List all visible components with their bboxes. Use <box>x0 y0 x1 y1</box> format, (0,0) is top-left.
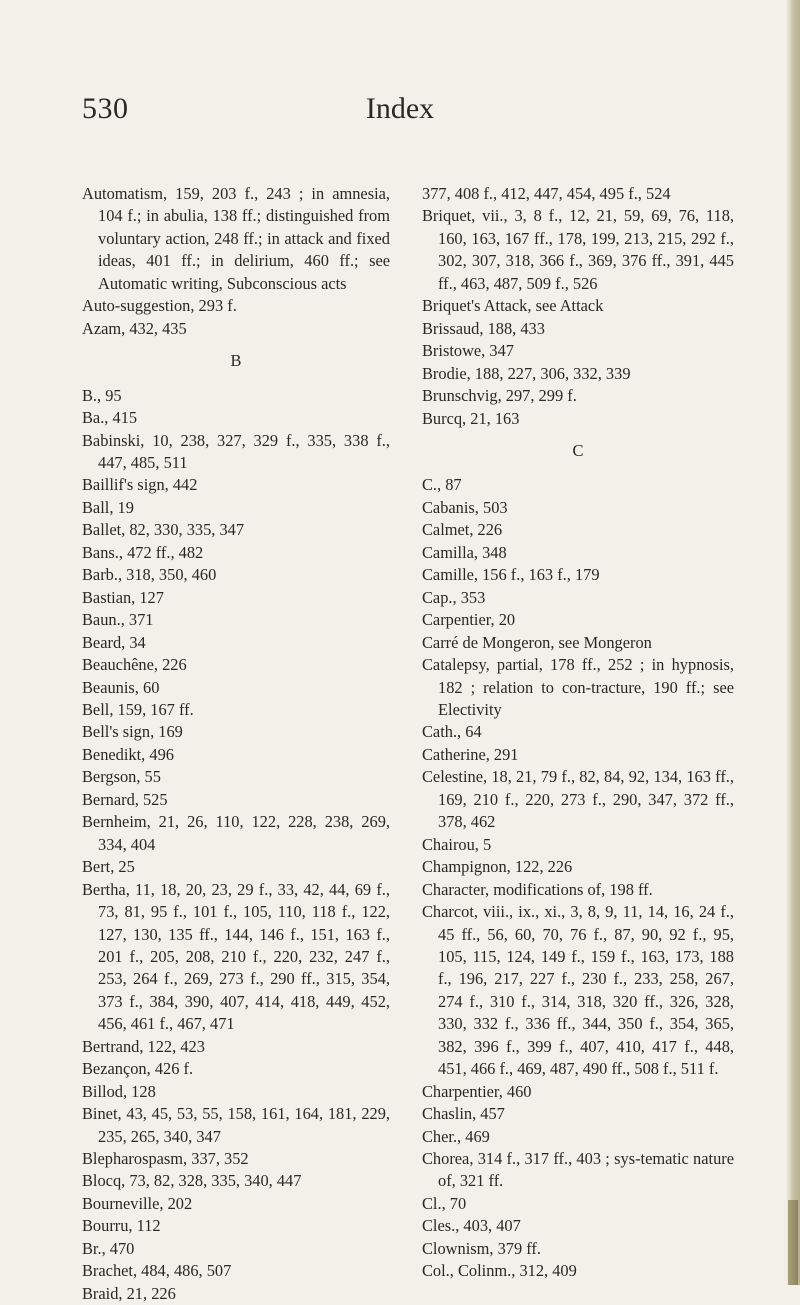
index-entry: Binet, 43, 45, 53, 55, 158, 161, 164, 181, 229, 235, 265, 340, 347 <box>82 1104 390 1146</box>
index-entry: C., 87 <box>422 475 462 495</box>
index-entry: Calmet, 226 <box>422 520 503 540</box>
index-entry: Burcq, 21, 163 <box>422 408 520 428</box>
index-entry: Camilla, 348 <box>422 542 507 562</box>
index-entry: Bernard, 525 <box>82 789 168 809</box>
page-header <box>0 92 800 132</box>
index-entry: Catherine, 291 <box>422 744 519 764</box>
index-entry: Carré de Mongeron, see Mongeron <box>422 632 652 652</box>
index-entry: Ba., 415 <box>82 408 138 428</box>
index-entry: Bergson, 55 <box>82 767 161 787</box>
index-entry: Blepharospasm, 337, 352 <box>82 1149 249 1169</box>
index-entry: Bertha, 11, 18, 20, 23, 29 f., 33, 42, 44, 69 f., 73, 81, 95 f., 101 f., 105, 110, 118 f., 122, 127, 130, 135 ff., 144, 146 f., 151, 163 f., 201 f., 205, 208, 210 f., 220, 232, 247 f., 253, 264 f., 269, 273 f., 290 ff., 315, 354, 373 f., 384, 390, 407, 414, 418, 449, 452, 456, 461 f., 467, 471 <box>82 879 390 1034</box>
right-column <box>422 183 734 1283</box>
index-entry: Bristowe, 347 <box>422 341 514 361</box>
index-entry: Col., Colinm., 312, 409 <box>422 1261 577 1281</box>
index-entry: Baun., 371 <box>82 610 154 630</box>
index-entry: Bell, 159, 167 ff. <box>82 699 194 719</box>
index-entry: Bernheim, 21, 26, 110, 122, 228, 238, 269, 334, 404 <box>82 812 390 854</box>
index-entry: Azam, 432, 435 <box>82 318 187 338</box>
index-entry: Brodie, 188, 227, 306, 332, 339 <box>422 363 631 383</box>
index-entry: Auto-suggestion, 293 f. <box>82 296 237 316</box>
index-entry: Celestine, 18, 21, 79 f., 82, 84, 92, 134, 163 ff., 169, 210 f., 220, 273 f., 290, 347, 372 ff., 378, 462 <box>422 767 734 832</box>
index-entry: Cles., 403, 407 <box>422 1216 521 1236</box>
index-entry: Brissaud, 188, 433 <box>422 318 545 338</box>
index-entry: Chorea, 314 f., 317 ff., 403 ; sys-tematic nature of, 321 ff. <box>422 1149 734 1191</box>
index-entry: Champignon, 122, 226 <box>422 857 573 877</box>
index-entry: Barb., 318, 350, 460 <box>82 565 217 585</box>
index-entry: Clownism, 379 ff. <box>422 1238 541 1258</box>
index-entry: Bertrand, 122, 423 <box>82 1036 205 1056</box>
index-entry: Character, modifications of, 198 ff. <box>422 879 653 899</box>
index-entry: Brunschvig, 297, 299 f. <box>422 386 577 406</box>
index-entry: Charpentier, 460 <box>422 1081 532 1101</box>
index-entry: Beaunis, 60 <box>82 677 160 697</box>
index-entry: Chairou, 5 <box>422 834 492 854</box>
index-entry: 377, 408 f., 412, 447, 454, 495 f., 524 <box>422 184 671 203</box>
section-letter-c: C <box>572 440 584 460</box>
page-number: 530 <box>82 92 129 125</box>
index-entry: Billod, 128 <box>82 1081 156 1101</box>
index-entry: Babinski, 10, 238, 327, 329 f., 335, 338 f., 447, 485, 511 <box>82 430 390 472</box>
index-entry: Bastian, 127 <box>82 587 164 607</box>
section-letter-b: B <box>230 351 242 371</box>
index-entry: Cap., 353 <box>422 587 486 607</box>
index-entry: Camille, 156 f., 163 f., 179 <box>422 565 600 585</box>
index-entry: Chaslin, 457 <box>422 1104 505 1124</box>
index-entry: Carpentier, 20 <box>422 610 516 630</box>
index-entry: Bezançon, 426 f. <box>82 1059 194 1079</box>
index-entry: Cl., 70 <box>422 1193 467 1213</box>
index-entry: B., 95 <box>82 385 122 405</box>
index-entry: Bans., 472 ff., 482 <box>82 542 204 562</box>
page-edge-shadow <box>786 0 800 1285</box>
index-entry: Blocq, 73, 82, 328, 335, 340, 447 <box>82 1171 302 1191</box>
index-entry: Ballet, 82, 330, 335, 347 <box>82 520 245 540</box>
index-entry: Beauchêne, 226 <box>82 655 187 675</box>
index-entry: Briquet, vii., 3, 8 f., 12, 21, 59, 69, 76, 118, 160, 163, 167 ff., 178, 199, 213, 215, 292 f., 302, 307, 318, 366 f., 369, 376 ff., 391, 445 ff., 463, 487, 509 f., 526 <box>422 206 734 293</box>
index-entry: Braid, 21, 226 <box>82 1283 176 1303</box>
index-entry: Charcot, viii., ix., xi., 3, 8, 9, 11, 14, 16, 24 f., 45 ff., 56, 60, 70, 76 f., 87, 90, 92 f., 95, 105, 115, 124, 149 f., 159 f., 163, 173, 188 f., 196, 217, 227 f., 230 f., 233, 258, 267, 274 f., 310 f., 314, 318, 320 ff., 326, 328, 330, 332 f., 336 ff., 344, 350 f., 354, 365, 382, 396 f., 399 f., 407, 410, 417 f., 448, 451, 466 f., 469, 487, 490 ff., 508 f., 511 f. <box>422 902 734 1079</box>
index-entry: Beard, 34 <box>82 632 146 652</box>
index-entry: Bourru, 112 <box>82 1216 161 1236</box>
index-entry: Br., 470 <box>82 1238 135 1258</box>
index-entry: Catalepsy, partial, 178 ff., 252 ; in hypnosis, 182 ; relation to con-tracture, 190 ff.; see Electivity <box>422 655 734 719</box>
index-entry: Bell's sign, 169 <box>82 722 183 742</box>
index-entry: Bourneville, 202 <box>82 1193 193 1213</box>
left-column <box>82 183 390 1305</box>
page-title: Index <box>365 92 435 125</box>
index-entry: Briquet's Attack, see Attack <box>422 296 604 316</box>
index-entry: Cath., 64 <box>422 722 482 742</box>
index-entry: Brachet, 484, 486, 507 <box>82 1261 232 1281</box>
index-entry: Bert, 25 <box>82 857 135 877</box>
index-entry: Cabanis, 503 <box>422 497 508 517</box>
index-entry: Benedikt, 496 <box>82 744 174 764</box>
index-entry: Ball, 19 <box>82 497 134 517</box>
index-entry: Baillif's sign, 442 <box>82 475 198 495</box>
index-entry: Automatism, 159, 203 f., 243 ; in amnesia, 104 f.; in abulia, 138 ff.; distinguished from voluntary action, 248 ff.; in attack and fixed ideas, 401 ff.; in delirium, 460 ff.; see Automatic writing, Subconscious acts <box>82 184 390 293</box>
page-edge-stain <box>788 1200 798 1285</box>
index-entry: Cher., 469 <box>422 1126 490 1146</box>
